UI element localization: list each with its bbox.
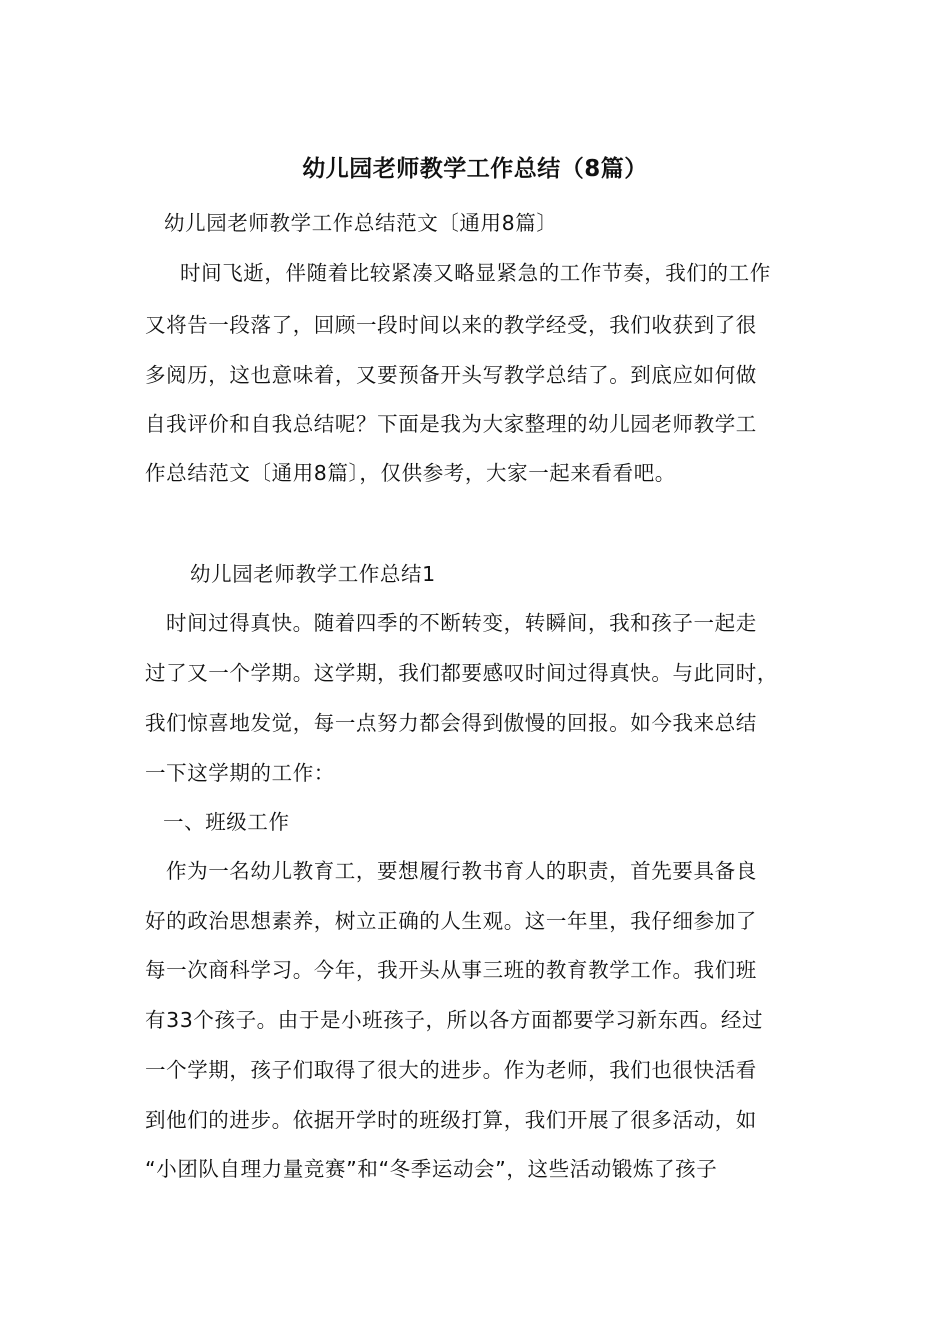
document-subtitle: 幼儿园老师教学工作总结范文〔通用8篇〕 (164, 211, 558, 235)
paragraph-line: 时间过得真快。随着四季的不断转变，转瞬间，我和孩子一起走 (166, 611, 757, 635)
paragraph-line: 多阅历，这也意味着，又要预备开头写教学总结了。到底应如何做 (145, 363, 757, 387)
paragraph-line: 有33个孩子。由于是小班孩子，所以各方面都要学习新东西。经过 (145, 1008, 764, 1032)
paragraph-line: 时间飞逝，伴随着比较紧凑又略显紧急的工作节奏，我们的工作 (180, 261, 771, 285)
paragraph-line: 过了又一个学期。这学期，我们都要感叹时间过得真快。与此同时， (145, 661, 778, 685)
subheading: 一、班级工作 (163, 810, 290, 834)
paragraph-line: “小团队自理力量竞赛”和“冬季运动会”，这些活动锻炼了孩子 (145, 1157, 718, 1181)
paragraph-line: 又将告一段落了，回顾一段时间以来的教学经受，我们收获到了很 (145, 313, 757, 337)
paragraph-line: 一下这学期的工作： (145, 761, 335, 785)
paragraph-line: 作总结范文〔通用8篇〕，仅供参考，大家一起来看看吧。 (145, 461, 676, 485)
paragraph-line: 我们惊喜地发觉，每一点努力都会得到傲慢的回报。如今我来总结 (145, 711, 757, 735)
paragraph-line: 作为一名幼儿教育工，要想履行教书育人的职责，首先要具备良 (166, 859, 757, 883)
paragraph-line: 自我评价和自我总结呢？下面是我为大家整理的幼儿园老师教学工 (145, 412, 757, 436)
paragraph-line: 每一次商科学习。今年，我开头从事三班的教育教学工作。我们班 (145, 958, 757, 982)
paragraph-line: 好的政治思想素养，树立正确的人生观。这一年里，我仔细参加了 (145, 909, 757, 933)
paragraph-line: 一个学期，孩子们取得了很大的进步。作为老师，我们也很快活看 (145, 1058, 757, 1082)
document-title: 幼儿园老师教学工作总结（8篇） (302, 156, 648, 182)
paragraph-line: 到他们的进步。依据开学时的班级打算，我们开展了很多活动，如 (145, 1108, 757, 1132)
section-heading: 幼儿园老师教学工作总结1 (190, 562, 436, 586)
